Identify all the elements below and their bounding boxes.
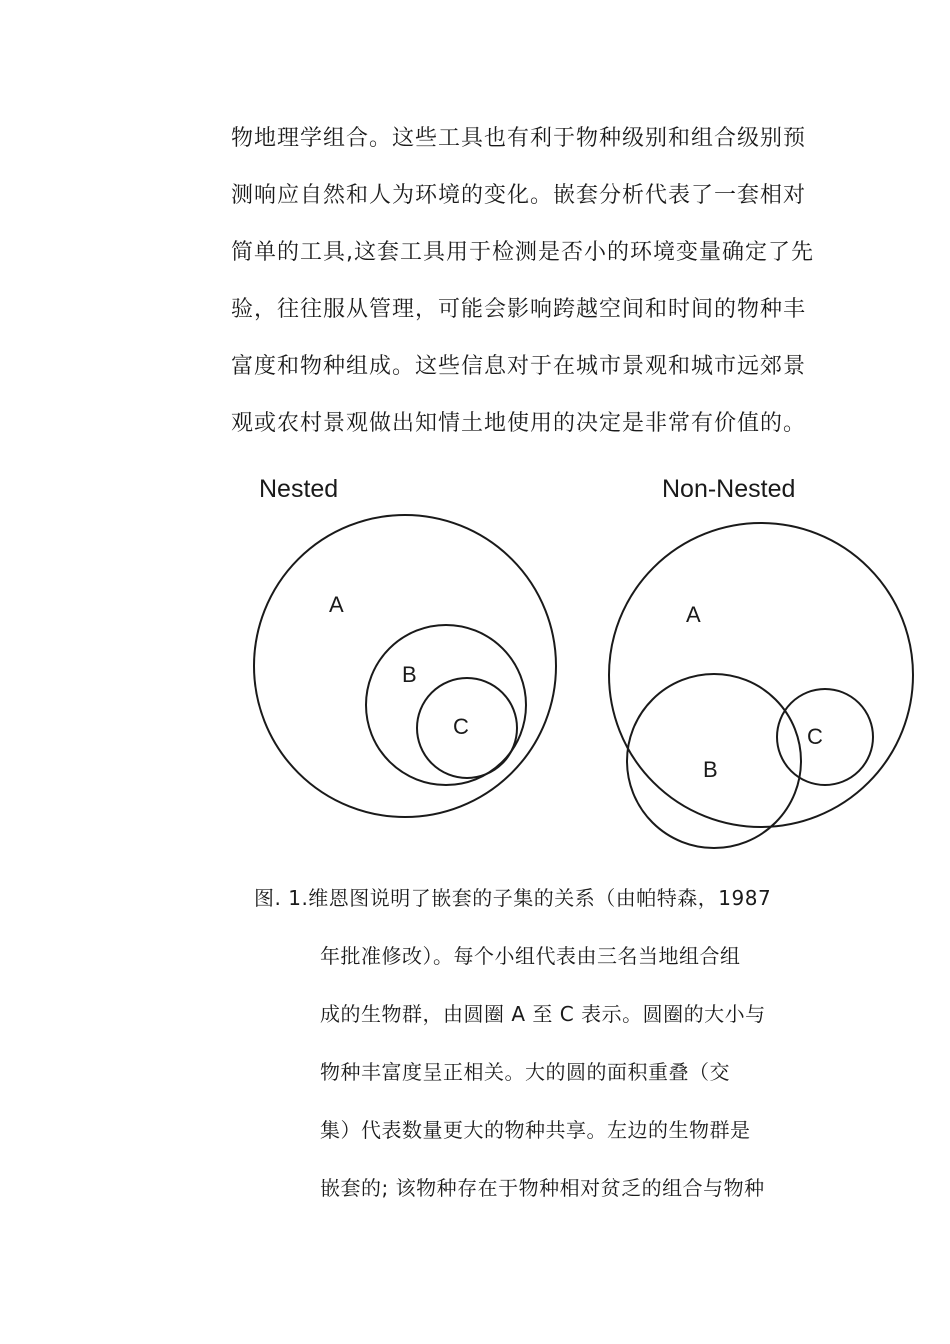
caption-line: 集）代表数量更大的物种共享。左边的生物群是: [320, 1118, 751, 1142]
paragraph-line: 观或农村景观做出知情土地使用的决定是非常有价值的。: [231, 411, 807, 436]
caption-line: 嵌套的; 该物种存在于物种相对贫乏的组合与物种: [320, 1176, 765, 1200]
non-nested-label-a: A: [686, 602, 701, 627]
paragraph-line: 简单的工具,这套工具用于检测是否小的环境变量确定了先: [231, 240, 814, 265]
caption-line: 成的生物群，由圆圈 A 至 C 表示。圆圈的大小与: [320, 1002, 766, 1026]
nested-label-c: C: [453, 714, 469, 739]
paragraph-line: 物地理学组合。这些工具也有利于物种级别和组合级别预: [231, 126, 807, 151]
caption-line: 年批准修改）。每个小组代表由三名当地组合组: [320, 944, 741, 968]
caption-line: 物种丰富度呈正相关。大的圆的面积重叠（交: [320, 1060, 730, 1084]
nested-label-a: A: [329, 592, 344, 617]
nested-circle-b: [366, 625, 526, 785]
caption-line: 图. 1.维恩图说明了嵌套的子集的关系（由帕特森，1987: [254, 886, 772, 910]
non-nested-diagram: [609, 475, 913, 848]
nested-title: Nested: [259, 475, 339, 503]
paragraph-line: 验，往往服从管理，可能会影响跨越空间和时间的物种丰: [231, 297, 807, 322]
paragraph-line: 测响应自然和人为环境的变化。嵌套分析代表了一套相对: [231, 183, 807, 208]
non-nested-label-b: B: [703, 757, 718, 782]
non-nested-circle-a: [609, 523, 913, 827]
non-nested-circle-c: [777, 689, 873, 785]
nested-label-b: B: [402, 662, 417, 687]
nested-diagram: [254, 475, 556, 817]
non-nested-title: Non-Nested: [662, 475, 796, 503]
paragraph-line: 富度和物种组成。这些信息对于在城市景观和城市远郊景: [231, 354, 807, 379]
non-nested-label-c: C: [807, 724, 823, 749]
